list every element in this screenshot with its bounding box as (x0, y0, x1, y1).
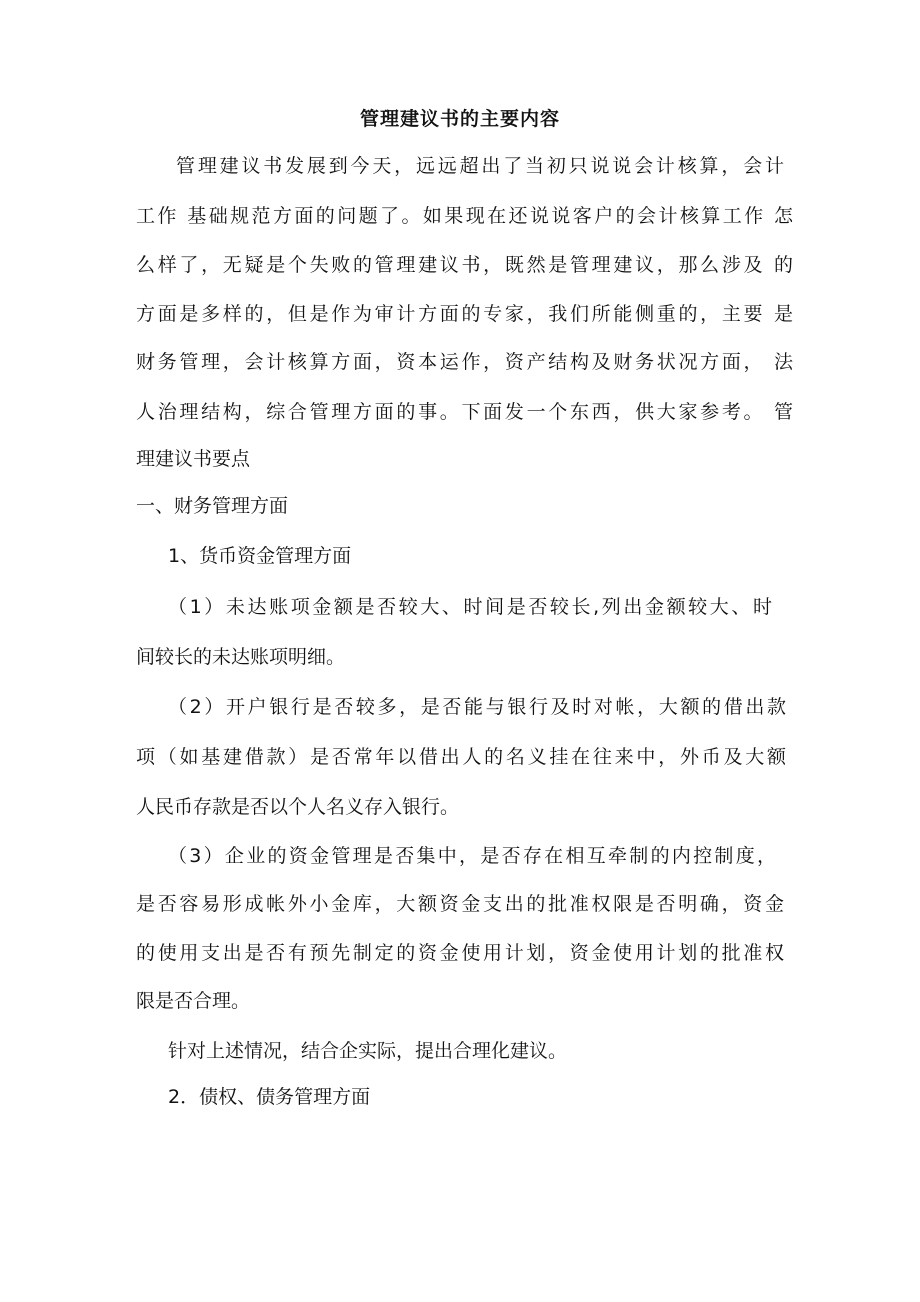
subsection-heading-debt: 2．债权、债务管理方面 (168, 1086, 371, 1108)
section-heading-finance: 一、财务管理方面 (136, 495, 289, 517)
intro-line-1: 管理建议书发展到今天，远远超出了当初只说说会计核算，会计 (176, 155, 784, 177)
intro-line-4: 方面是多样的，但是作为审计方面的专家，我们所能侧重的，主要 是 (136, 303, 793, 325)
item-3-line-2: 是否容易形成帐外小金库，大额资金支出的批准权限是否明确，资金 (136, 893, 784, 915)
item-2-line-1: （2）开户银行是否较多，是否能与银行及时对帐，大额的借出款 (168, 696, 786, 718)
intro-line-5: 财务管理，会计核算方面，资本运作，资产结构及财务状况方面， 法 (136, 351, 793, 373)
document-title: 管理建议书的主要内容 (359, 108, 560, 130)
intro-line-7: 理建议书要点 (136, 448, 251, 470)
intro-line-3: 么样了，无疑是个失败的管理建议书，既然是管理建议，那么涉及 的 (136, 254, 793, 276)
item-2-line-3: 人民币存款是否以个人名义存入银行。 (136, 796, 460, 818)
item-3-line-3: 的使用支出是否有预先制定的资金使用计划，资金使用计划的批准权 (136, 942, 784, 964)
intro-line-6: 人治理结构，综合管理方面的事。下面发一个东西，供大家参考。 管 (136, 401, 793, 423)
item-1-line-1: （1）未达账项金额是否较大、时间是否较长,列出金额较大、时 (168, 596, 772, 618)
conclusion-paragraph: 针对上述情况，结合企实际，提出合理化建议。 (168, 1040, 568, 1062)
item-3-line-1: （3）企业的资金管理是否集中，是否存在相互牵制的内控制度， (168, 845, 776, 867)
item-2-line-2: 项（如基建借款）是否常年以借出人的名义挂在往来中，外币及大额 (136, 746, 786, 768)
intro-line-2: 工作 基础规范方面的问题了。如果现在还说说客户的会计核算工作 怎 (136, 205, 793, 227)
subsection-heading-cash: 1、货币资金管理方面 (168, 545, 352, 567)
item-1-line-2: 间较长的未达账项明细。 (136, 646, 346, 668)
item-3-line-4: 限是否合理。 (136, 990, 251, 1012)
